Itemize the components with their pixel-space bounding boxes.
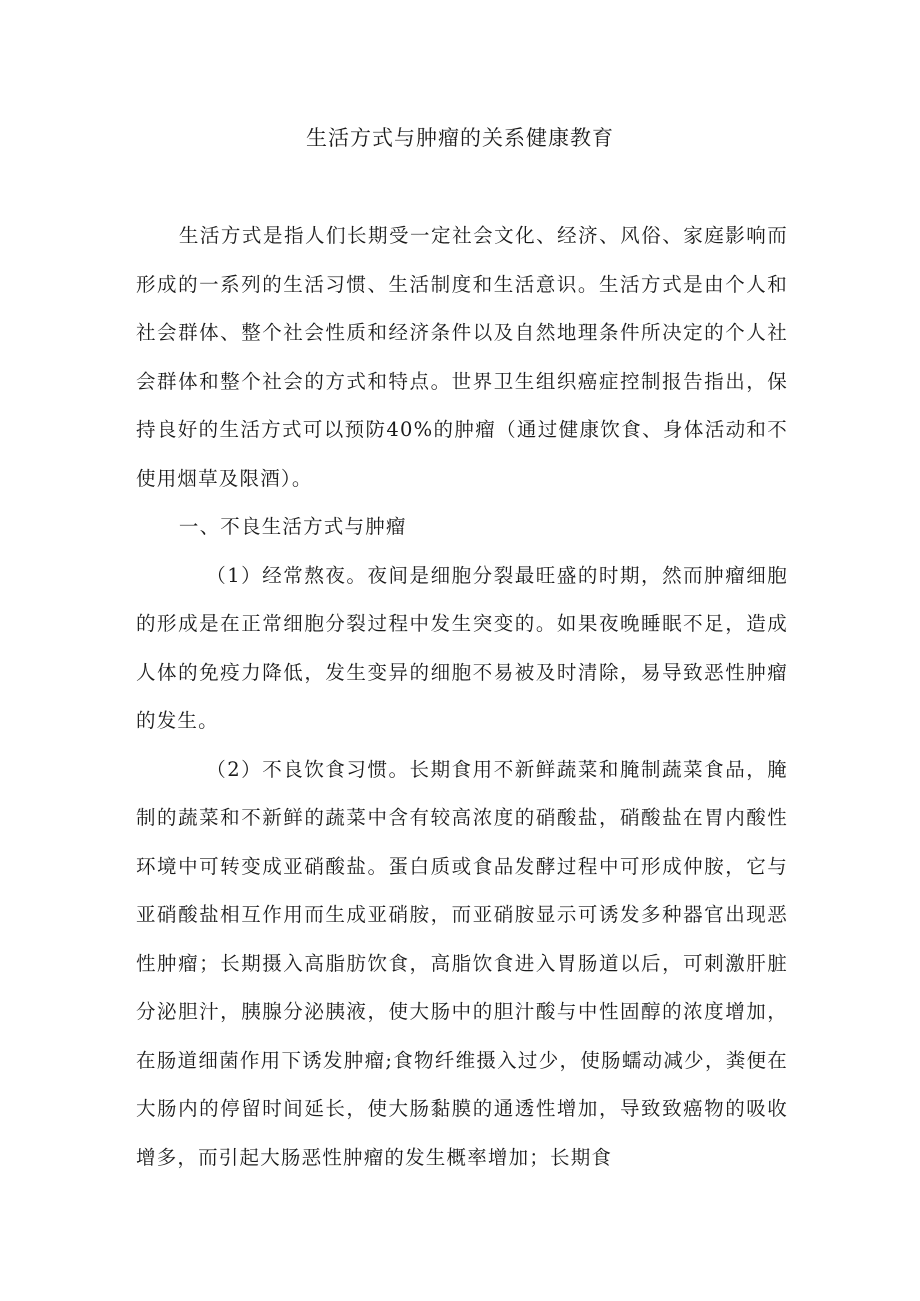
list-item-bad-diet: （2）不良饮食习惯。长期食用不新鲜蔬菜和腌制蔬菜食品，腌制的蔬菜和不新鲜的蔬菜中含有较高浓度的硝酸盐，硝酸盐在胃内酸性环境中可转变成亚硝酸盐。蛋白质或食品发酵过程中可形成仲胺，它与亚硝酸盐相互作用而生成亚硝胺，而亚硝胺显示可诱发多种器官出现恶性肿瘤；长期摄入高脂肪饮食，高脂饮食进入胃肠道以后，可刺激肝脏分泌胆汁，胰腺分泌胰液，使大肠中的胆汁酸与中性固醇的浓度增加，在肠道细菌作用下诱发肿瘤;食物纤维摄入过少，使肠蠕动减少，粪便在大肠内的停留时间延长，使大肠黏膜的通透性增加，导致致癌物的吸收增多，而引起大肠恶性肿瘤的发生概率增加；长期食	[136, 757, 788, 1169]
intro-paragraph: 生活方式是指人们长期受一定社会文化、经济、风俗、家庭影响而形成的一系列的生活习惯、生活制度和生活意识。生活方式是由个人和社会群体、整个社会性质和经济条件以及自然地理条件所决定的个人社会群体和整个社会的方式和特点。世界卫生组织癌症控制报告指出，保持良好的生活方式可以预防40%的肿瘤（通过健康饮食、身体活动和不使用烟草及限酒）。	[136, 224, 788, 490]
document-title: 生活方式与肿瘤的关系健康教育	[306, 126, 614, 150]
list-item-staying-up-late: （1）经常熬夜。夜间是细胞分裂最旺盛的时期，然而肿瘤细胞的形成是在正常细胞分裂过程中发生突变的。如果夜晚睡眠不足，造成人体的免疫力降低，发生变异的细胞不易被及时清除，易导致恶性肿瘤的发生。	[136, 563, 788, 732]
document-body	[136, 212, 788, 1182]
section-heading: 一、不良生活方式与肿瘤	[178, 515, 407, 538]
